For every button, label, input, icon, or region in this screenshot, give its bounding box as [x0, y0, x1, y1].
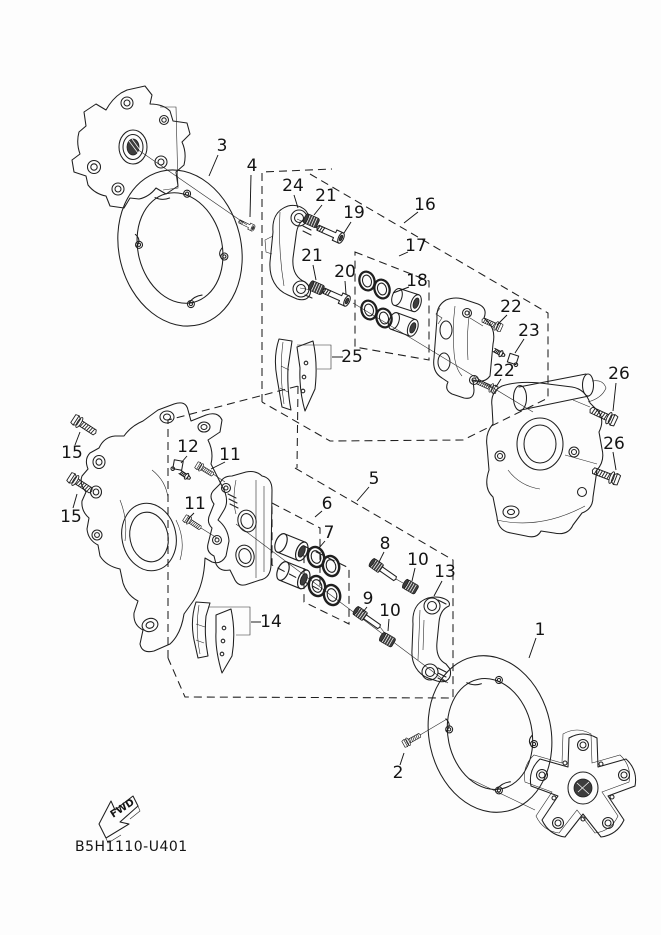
callout-number-26-9: 9 — [362, 589, 374, 609]
callout-leader-17-12 — [181, 456, 187, 463]
callout-leader-30-1 — [529, 638, 536, 658]
callout-leader-4-19 — [344, 222, 351, 233]
caliper-bracket-13 — [412, 597, 451, 682]
callout-number-8-20: 20 — [334, 262, 356, 282]
slide-bolt-9 — [352, 606, 383, 631]
callout-leader-11-23 — [515, 339, 524, 353]
caliper-body-upper — [434, 298, 494, 398]
slide-bolt-8 — [368, 558, 399, 583]
fwd-label: FWD — [108, 797, 137, 821]
caliper-bolt-11-lower — [182, 514, 203, 532]
callout-leader-0-3 — [209, 155, 218, 176]
callout-number-31-2: 2 — [392, 763, 404, 783]
brake-pad-set-25 — [275, 339, 331, 411]
callout-number-9-18: 18 — [406, 271, 428, 291]
callout-number-2-24: 24 — [282, 176, 304, 196]
callout-number-11-23: 23 — [518, 321, 540, 341]
caliper-body-lower — [208, 472, 272, 586]
callout-number-24-10: 10 — [407, 550, 429, 570]
callout-number-30-1: 1 — [534, 620, 546, 640]
callout-leader-8-20 — [345, 281, 346, 294]
callout-leader-7-21 — [313, 265, 316, 280]
callout-number-5-16: 16 — [414, 195, 436, 215]
assembly-boxes — [168, 169, 548, 698]
bleed-cap-12 — [171, 459, 184, 472]
caliper-pistons-lower — [272, 532, 312, 591]
callout-number-17-12: 12 — [177, 437, 199, 457]
piston-seals-lower — [306, 545, 343, 607]
callout-number-1-4: 4 — [246, 156, 258, 176]
callout-number-29-25: 25 — [341, 347, 363, 367]
pin-bushing-21-upper — [302, 213, 320, 228]
bleed-screw-23 — [492, 347, 506, 358]
brake-pad-set-14 — [192, 602, 250, 673]
callout-leader-21-5 — [357, 487, 369, 501]
callout-leader-1-4 — [250, 175, 251, 217]
fwd-arrow — [99, 796, 140, 843]
caliper-pistons-upper — [386, 287, 423, 338]
callout-number-14-26: 26 — [603, 434, 625, 454]
callout-leader-13-26 — [613, 383, 616, 411]
slide-pin-bolt-20 — [321, 285, 352, 307]
callout-number-7-21: 21 — [301, 246, 323, 266]
callout-number-25-13: 13 — [434, 562, 456, 582]
rear-wheel-hub — [524, 730, 635, 837]
brake-disc-upper — [102, 157, 259, 340]
knuckle-bolt-15-upper — [70, 414, 99, 438]
pin-bushing-10-lower — [378, 632, 396, 648]
callout-number-10-22: 22 — [500, 297, 522, 317]
rear-caliper-assembly-box-5 — [168, 386, 453, 698]
callout-leader-25-13 — [434, 581, 442, 596]
caliper-bolt-22-upper — [480, 315, 503, 332]
flange-bearing-bore — [119, 130, 147, 164]
callout-number-27-10: 10 — [379, 601, 401, 621]
callout-number-3-21: 21 — [315, 186, 337, 206]
caliper-bolt-11-upper — [194, 461, 215, 478]
figure-code: B5H1110-U401 — [75, 839, 188, 855]
final-drive-flange — [72, 86, 190, 208]
callout-number-4-19: 19 — [343, 203, 365, 223]
brake-disc-lower — [414, 644, 566, 824]
pin-bushing-10-upper — [401, 579, 419, 595]
callout-number-23-8: 8 — [379, 534, 391, 554]
pad-14-bracket — [208, 607, 250, 635]
knuckle-carrier-right — [487, 374, 606, 537]
bleed-screw-12 — [178, 469, 192, 481]
callout-number-6-17: 17 — [405, 236, 427, 256]
callout-number-21-5: 5 — [368, 469, 380, 489]
disc-bolt-2 — [401, 731, 422, 748]
callout-leader-14-26 — [613, 452, 616, 470]
callout-number-20-6: 6 — [321, 494, 333, 514]
callout-number-22-7: 7 — [323, 523, 335, 543]
callout-leader-16-15 — [73, 494, 77, 508]
callout-number-12-22: 22 — [493, 361, 515, 381]
callout-number-18-11: 11 — [219, 445, 241, 465]
callout-number-15-15: 15 — [61, 443, 83, 463]
knuckle-bolt-15-lower — [66, 472, 95, 496]
slide-pin-bolt-19 — [315, 222, 346, 244]
alignment-lines — [134, 147, 597, 810]
callout-number-19-11: 11 — [184, 494, 206, 514]
piston-seals-upper — [357, 270, 393, 329]
callout-number-16-15: 15 — [60, 507, 82, 527]
callout-layer — [60, 136, 630, 783]
callout-number-0-3: 3 — [216, 136, 228, 156]
callout-number-28-14: 14 — [260, 612, 282, 632]
callout-leader-3-21 — [314, 205, 322, 215]
callout-number-13-26: 26 — [608, 364, 630, 384]
